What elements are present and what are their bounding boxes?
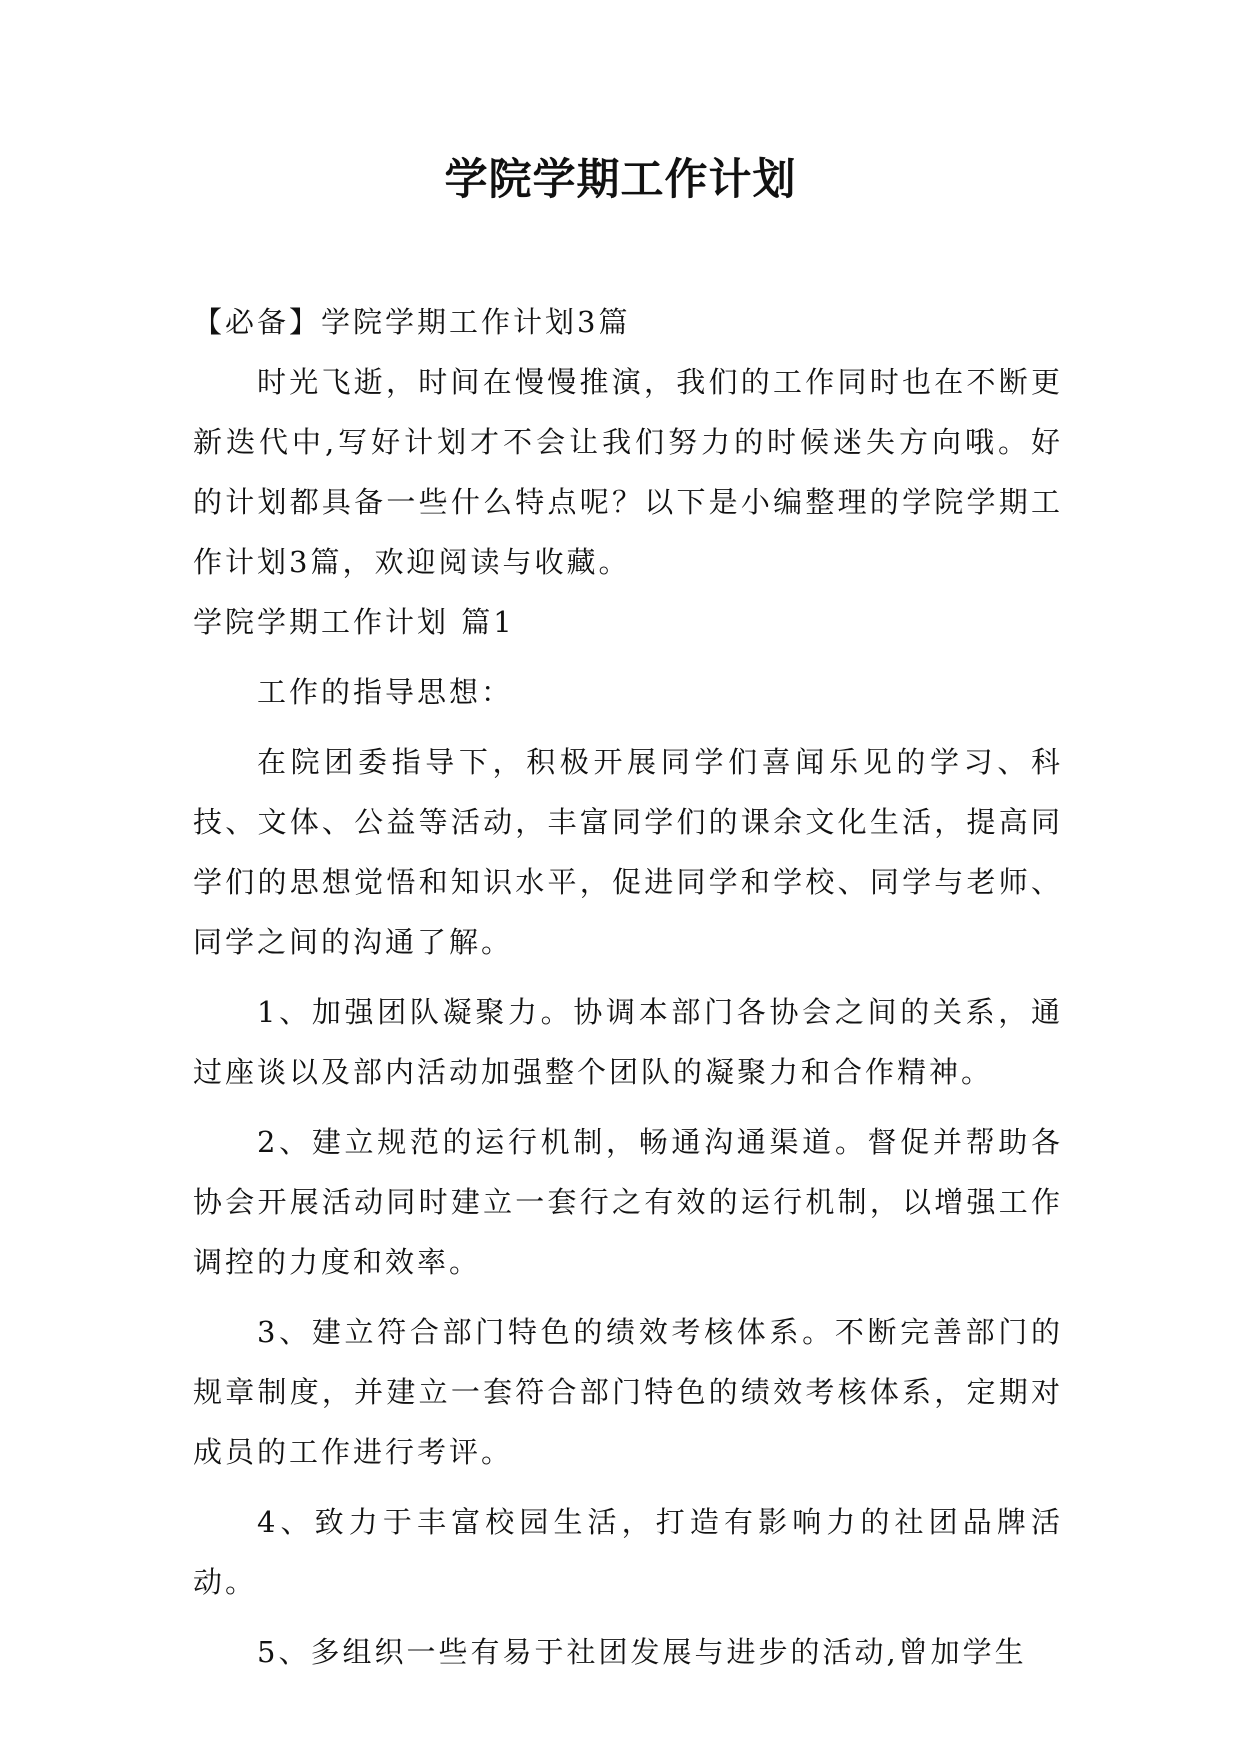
- item-3-paragraph: 3、建立符合部门特色的绩效考核体系。不断完善部门的规章制度，并建立一套符合部门特色的绩效考核体系，定期对成员的工作进行考评。: [193, 1315, 1063, 1469]
- document-title: 学院学期工作计划: [444, 155, 797, 205]
- guiding-thought-paragraph: 在院团委指导下，积极开展同学们喜闻乐见的学习、科技、文体、公益等活动，丰富同学们的课余文化生活，提高同学们的思想觉悟和知识水平，促进同学和学校、同学与老师、同学之间的沟通了解。: [193, 745, 1063, 959]
- subtitle-line: 【必备】学院学期工作计划3篇: [193, 305, 631, 339]
- item-5-paragraph: 5、多组织一些有易于社团发展与进步的活动,曾加学生: [257, 1635, 1027, 1669]
- document-body: [193, 292, 1063, 1682]
- guiding-thought-heading: 工作的指导思想：: [257, 675, 514, 709]
- item-2-paragraph: 2、建立规范的运行机制，畅通沟通渠道。督促并帮助各协会开展活动同时建立一套行之有效的运行机制，以增强工作调控的力度和效率。: [193, 1125, 1063, 1279]
- item-1-paragraph: 1、加强团队凝聚力。协调本部门各协会之间的关系，通过座谈以及部内活动加强整个团队的凝聚力和合作精神。: [193, 995, 1063, 1089]
- section-heading: 学院学期工作计划 篇1: [193, 605, 515, 639]
- item-4-paragraph: 4、致力于丰富校园生活，打造有影响力的社团品牌活动。: [193, 1505, 1063, 1599]
- intro-paragraph: 时光飞逝，时间在慢慢推演，我们的工作同时也在不断更新迭代中,写好计划才不会让我们努力的时候迷失方向哦。好的计划都具备一些什么特点呢？以下是小编整理的学院学期工作计划3篇，欢迎阅读与收藏。: [193, 365, 1063, 579]
